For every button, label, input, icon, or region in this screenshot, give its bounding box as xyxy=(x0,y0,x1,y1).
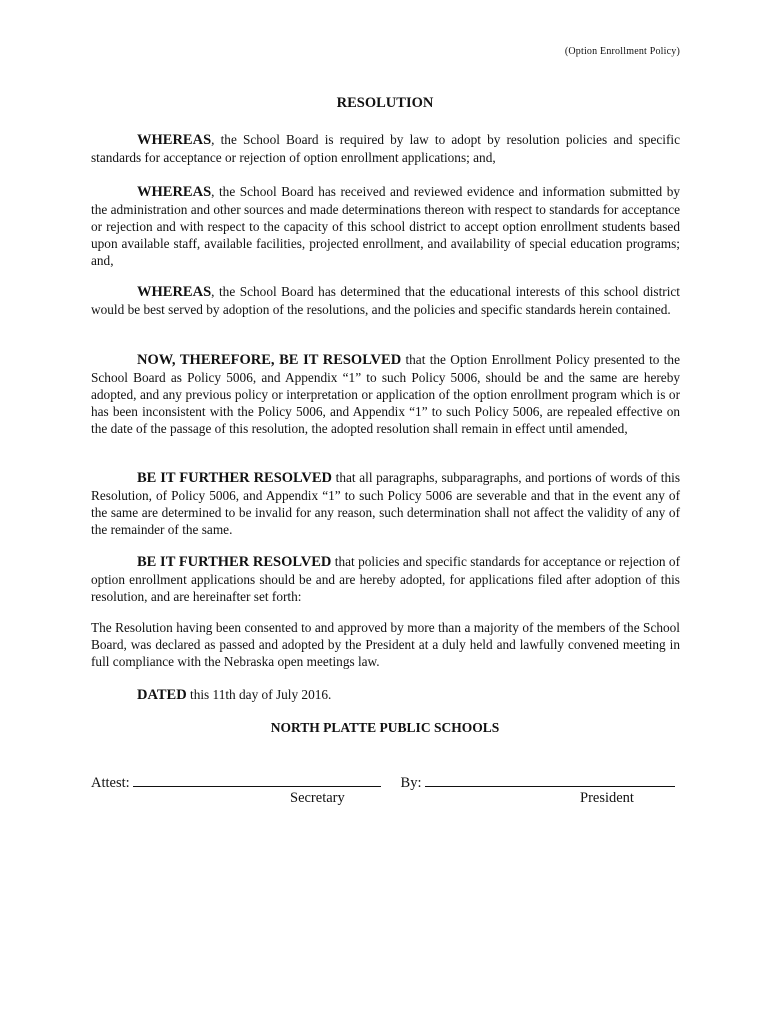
paragraph-lead: WHEREAS xyxy=(137,184,212,200)
paragraph-lead: BE IT FURTHER RESOLVED xyxy=(137,470,333,486)
paragraph-lead: NOW, THEREFORE, BE IT RESOLVED xyxy=(137,352,402,368)
header-note: (Option Enrollment Policy) xyxy=(564,46,680,57)
paragraph-whereas-3 xyxy=(91,283,680,318)
secretary-caption: Secretary xyxy=(290,790,345,806)
paragraph-whereas-1 xyxy=(91,131,680,166)
dated-line xyxy=(91,686,680,704)
by-label: By: xyxy=(400,775,422,791)
paragraph-further-resolved-2 xyxy=(91,553,680,605)
paragraph-text: that all paragraphs, subparagraphs, and portions of words of this Resolution, of Policy 5006, and Appendix “1” to such Policy 5006 are severable and that in the event any of the same are determined to be invalid for any reason, such determination shall not affect the validity of any of the remainder of the same. xyxy=(91,470,681,537)
paragraph-text: that the Option Enrollment Policy presented to the School Board as Policy 5006, and Appendix “1” to such Policy 5006, should be and the same are hereby adopted, and any previous policy or interpretation or application of the option enrollment program which is or has been inconsistent with the Policy 5006, and Appendix “1” to such Policy 5006, are repealed effective on the date of the passage of this resolution, the adopted resolution shall remain in effect until amended, xyxy=(91,352,680,436)
dated-text: this 11th day of July 2016. xyxy=(186,687,332,702)
attest-label: Attest: xyxy=(91,775,130,791)
organization-name: NORTH PLATTE PUBLIC SCHOOLS xyxy=(270,720,500,735)
paragraph-whereas-2 xyxy=(91,183,680,269)
president-caption: President xyxy=(580,790,634,806)
paragraph-text: , the School Board is required by law to adopt by resolution policies and specific standards for acceptance or rejection of option enrollment applications; and, xyxy=(91,132,680,165)
paragraph-lead: WHEREAS xyxy=(137,132,212,148)
paragraph-now-therefore xyxy=(91,351,680,437)
signature-row xyxy=(91,772,675,792)
paragraph-text: , the School Board has determined that the educational interests of this school district would be best served by adoption of the resolutions, and the policies and specific standards herein contained. xyxy=(91,284,680,317)
paragraph-text: that policies and specific standards for acceptance or rejection of option enrollment applications should be and are hereby adopted, for applications filed after adoption of this resolution, and are hereinafter set forth: xyxy=(91,554,681,604)
paragraph-lead: BE IT FURTHER RESOLVED xyxy=(137,554,332,570)
paragraph-further-resolved-1 xyxy=(91,469,680,538)
document-title: RESOLUTION xyxy=(336,95,434,111)
secretary-signature-line xyxy=(133,772,381,787)
paragraph-text: , the School Board has received and reviewed evidence and information submitted by the administration and other sources and made determinations thereon with respect to standards for acceptance or rejection and with respect to the capacity of this school district to accept option enrollment students based upon available staff, available facilities, projected enrollment, and availability of special education programs; and, xyxy=(91,184,680,268)
dated-lead: DATED xyxy=(137,687,187,703)
president-signature-line xyxy=(425,772,675,787)
closing-paragraph: The Resolution having been consented to and approved by more than a majority of the members of the School Board, was declared as passed and adopted by the President at a duly held and lawfully convened meeting in full compliance with the Nebraska open meetings law. xyxy=(91,620,680,669)
paragraph-lead: WHEREAS xyxy=(137,284,212,300)
